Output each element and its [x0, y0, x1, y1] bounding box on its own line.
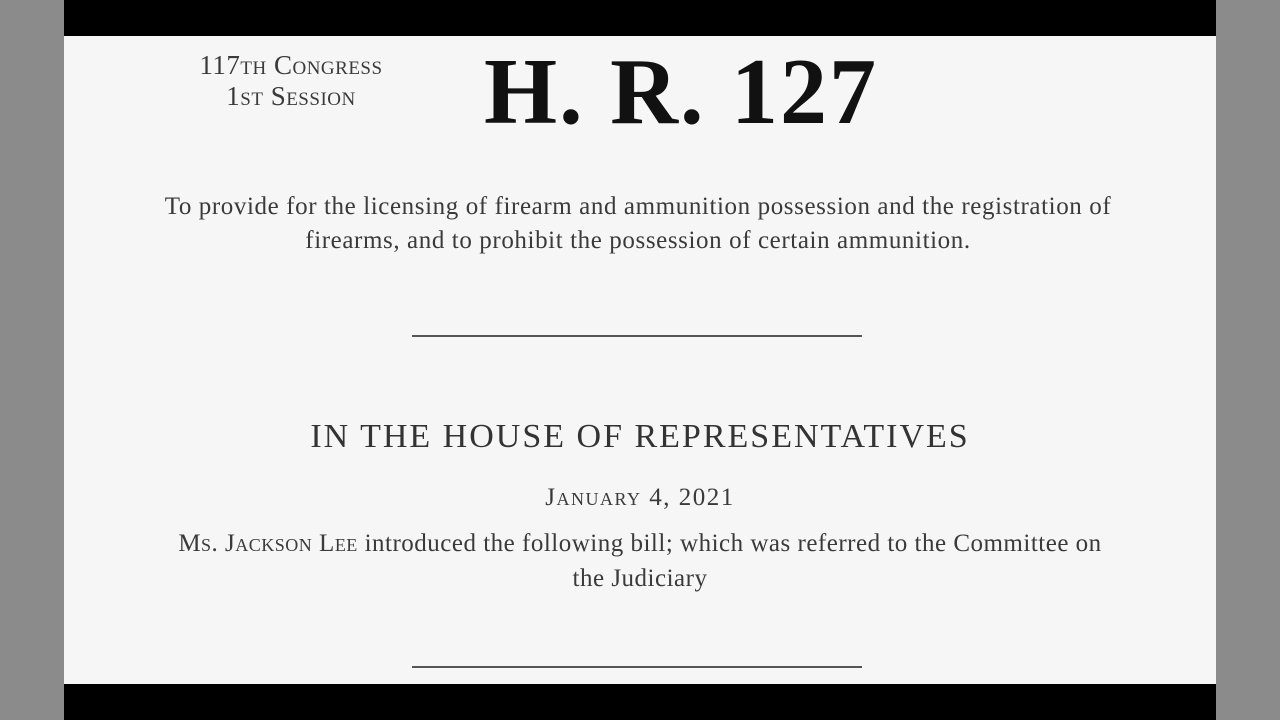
divider-rule-top [412, 335, 862, 337]
session-number: 1st Session [226, 81, 356, 111]
divider-rule-bottom [412, 666, 862, 668]
introduction-text: introduced the following bill; which was referred to the Committee on the Judiciary [357, 530, 1102, 592]
bill-purpose: To provide for the licensing of firearm and ammunition possession and the registration of firearms, and to prohibit the possession of certain ammunition. [164, 193, 1112, 254]
congress-number: 117th Congress [199, 50, 383, 80]
left-letterbox [0, 0, 64, 720]
chamber-heading: IN THE HOUSE OF REPRESENTATIVES [310, 418, 970, 455]
top-letterbox [64, 0, 1216, 36]
bill-number: H. R. 127 [484, 40, 878, 144]
right-letterbox [1216, 0, 1280, 720]
bottom-letterbox [64, 684, 1216, 720]
bill-page [64, 36, 1216, 684]
congress-session-block [156, 50, 426, 112]
introduction-statement [164, 526, 1116, 596]
introduction-date: January 4, 2021 [545, 484, 735, 511]
sponsor-name: Ms. Jackson Lee [178, 530, 358, 557]
